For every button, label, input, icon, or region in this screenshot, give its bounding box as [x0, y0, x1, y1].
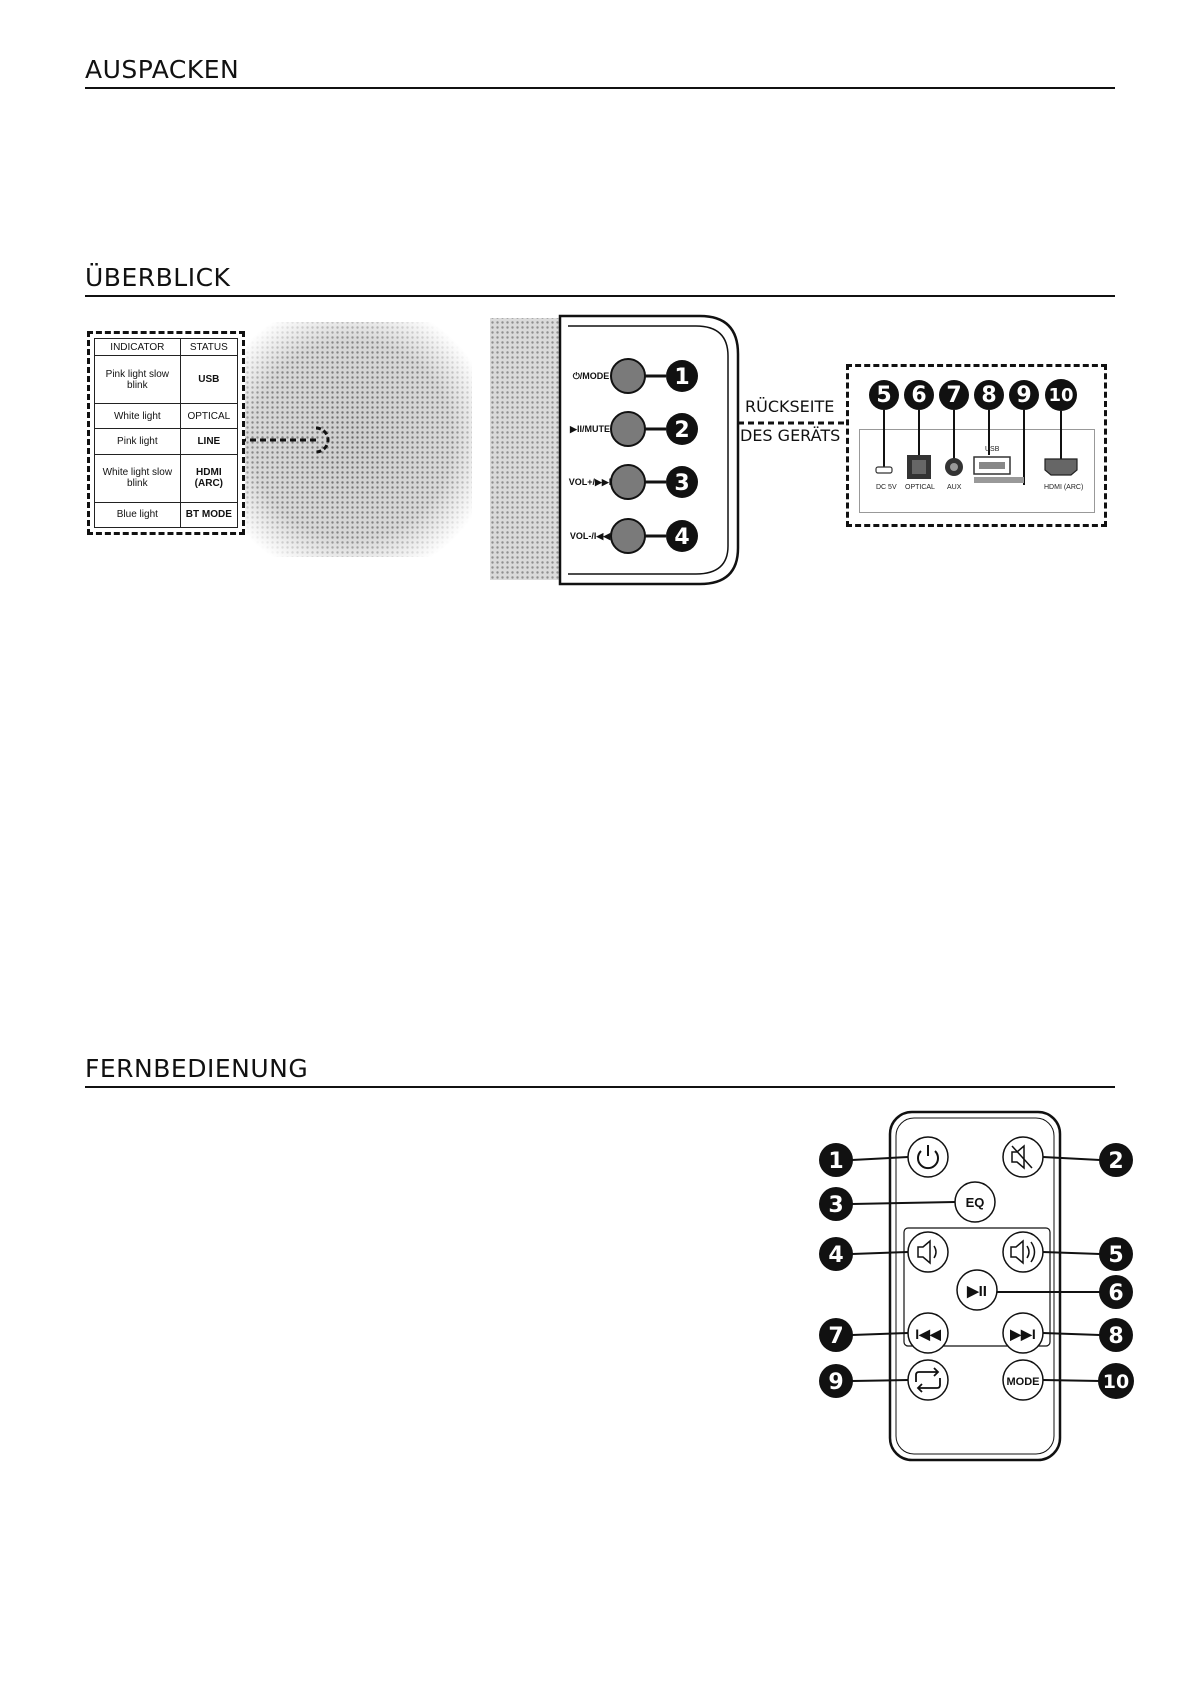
side-button-2-number: 2 — [674, 418, 690, 443]
indicator-cell: Blue light — [95, 502, 181, 527]
port-label-optical: OPTICAL — [905, 484, 935, 491]
remote-mode-label: MODE — [1006, 1376, 1040, 1388]
remote-number-10: 10 — [1102, 1371, 1130, 1393]
remote-next-label: ▶▶I — [1010, 1326, 1036, 1342]
remote-power-button — [908, 1137, 948, 1177]
port-label-aux: AUX — [947, 484, 962, 491]
remote-volume-up-button — [1003, 1232, 1043, 1272]
remote-number-3: 3 — [828, 1193, 844, 1218]
status-cell: OPTICAL — [180, 404, 237, 429]
status-cell: USB — [180, 356, 237, 404]
table-row — [95, 356, 238, 404]
side-button-4-number: 4 — [674, 525, 690, 550]
remote-repeat-button — [908, 1360, 948, 1400]
port-number-8: 8 — [981, 383, 997, 408]
side-button-3-label: VOL+/▶▶I — [568, 477, 612, 487]
port-label-usb: USB — [985, 446, 1000, 453]
status-cell: BT MODE — [180, 502, 237, 527]
rear-label-line1: RÜCKSEITE — [745, 397, 835, 416]
remote-number-7: 7 — [828, 1324, 844, 1349]
remote-control-illustration — [800, 1100, 1140, 1480]
section-heading-unpacking: AUSPACKEN — [85, 55, 1115, 89]
port-number-6: 6 — [911, 383, 927, 408]
remote-number-5: 5 — [1108, 1243, 1124, 1268]
remote-number-8: 8 — [1108, 1324, 1124, 1349]
indicator-cell: White light slow blink — [95, 454, 181, 502]
remote-volume-down-button — [908, 1232, 948, 1272]
port-label-dc: DC 5V — [876, 484, 897, 491]
rear-panel-box — [846, 364, 1107, 527]
indicator-cell: White light — [95, 404, 181, 429]
remote-number-9: 9 — [828, 1370, 844, 1395]
status-header: STATUS — [180, 339, 237, 356]
port-number-9: 9 — [1016, 383, 1032, 408]
indicator-cell: Pink light — [95, 429, 181, 454]
port-number-10: 10 — [1048, 385, 1074, 406]
status-cell: LINE — [180, 429, 237, 454]
section-heading-overview: ÜBERBLICK — [85, 263, 1115, 297]
remote-number-2: 2 — [1108, 1149, 1124, 1174]
indicator-header: INDICATOR — [95, 339, 181, 356]
remote-number-4: 4 — [828, 1243, 844, 1268]
rear-label-line2: DES GERÄTS — [740, 426, 841, 445]
port-number-7: 7 — [946, 383, 962, 408]
section-heading-remote: FERNBEDIENUNG — [85, 1054, 1115, 1088]
status-cell: HDMI (ARC) — [180, 454, 237, 502]
remote-play-pause-label: ▶II — [967, 1283, 987, 1300]
table-row — [95, 429, 238, 454]
remote-eq-label: EQ — [965, 1195, 985, 1210]
side-button-4-label: VOL-/I◀◀ — [569, 531, 611, 541]
remote-mute-button — [1003, 1137, 1043, 1177]
remote-number-6: 6 — [1108, 1281, 1124, 1306]
table-row — [95, 404, 238, 429]
side-button-1-label: ⏻/MODE — [572, 371, 610, 381]
port-label-hdmi: HDMI (ARC) — [1044, 484, 1084, 491]
table-row — [95, 454, 238, 502]
indicator-table-box — [87, 331, 245, 535]
port-number-5: 5 — [876, 383, 892, 408]
side-button-2-label: ▶II/MUTE — [570, 424, 610, 434]
indicator-table — [94, 338, 238, 528]
side-button-3-number: 3 — [674, 471, 690, 496]
remote-previous-label: I◀◀ — [915, 1326, 941, 1342]
side-button-1-number: 1 — [674, 365, 690, 390]
indicator-cell: Pink light slow blink — [95, 356, 181, 404]
remote-number-1: 1 — [828, 1149, 844, 1174]
table-row — [95, 502, 238, 527]
